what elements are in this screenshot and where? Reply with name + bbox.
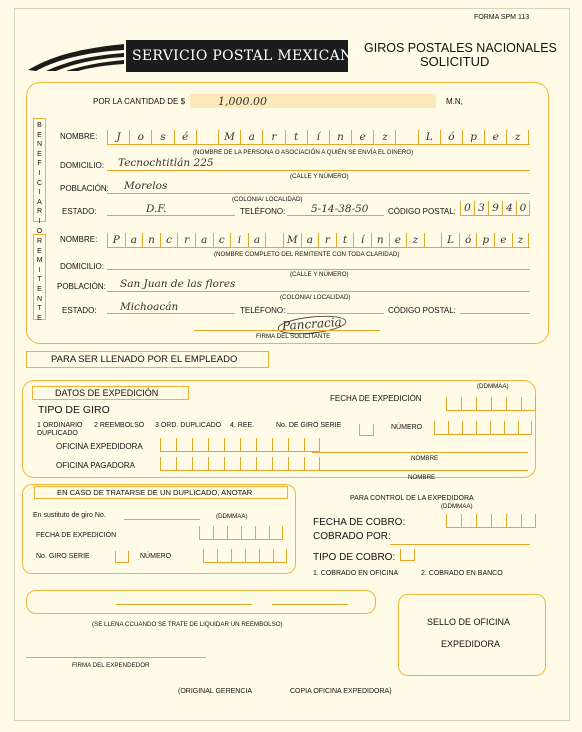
letter-box[interactable]: z: [512, 233, 530, 247]
side-letter: C: [36, 179, 43, 187]
side-letter: O: [36, 227, 43, 235]
letter-box[interactable]: ó: [459, 233, 477, 247]
side-letter: A: [37, 198, 42, 206]
letter-box[interactable]: ó: [440, 130, 462, 144]
letter-box[interactable]: z: [506, 130, 528, 144]
letter-box[interactable]: r: [262, 130, 284, 144]
side-letter: I: [38, 189, 41, 197]
letter-box[interactable]: t: [285, 130, 307, 144]
number-label: NÚMERO: [391, 424, 423, 431]
letter-box[interactable]: 4: [502, 201, 516, 215]
letter-box[interactable]: J: [107, 130, 129, 144]
sender-state-value[interactable]: Michoacán: [120, 301, 179, 313]
applicant-signature: Pancracia: [281, 314, 343, 334]
side-letter: T: [37, 276, 42, 284]
letter-box[interactable]: í: [307, 130, 329, 144]
series-label: No. DE GIRO SERIE: [276, 422, 342, 429]
side-letter: R: [36, 238, 43, 245]
sender-phone-label: TELÉFONO:: [240, 306, 286, 315]
sender-address-hint: (CALLE Y NÚMERO): [290, 271, 349, 278]
sender-address-label: DOMICILIO:: [60, 262, 105, 271]
beneficiary-state-label: ESTADO:: [62, 207, 97, 216]
gift-type-option-duplicate[interactable]: DUPLICADO: [37, 430, 78, 437]
pay-option-bank[interactable]: 2. COBRADO EN BANCO: [421, 570, 503, 577]
side-letter: I: [38, 169, 41, 177]
amount-value: 1,000.00: [218, 95, 267, 108]
signature-label: FIRMA DEL SOLICITANTE: [256, 333, 331, 340]
letter-box[interactable]: n: [142, 233, 160, 247]
side-letter: T: [37, 305, 42, 313]
beneficiary-phone-label: TELÉFONO:: [240, 207, 286, 216]
letter-box[interactable]: z: [373, 130, 395, 144]
logo-text: SERVICIO POSTAL MEXICANO: [132, 48, 365, 64]
side-letter: E: [37, 285, 42, 293]
control-ddmmaa: (DDMMAA): [441, 503, 473, 510]
gift-type-option-ordinary[interactable]: 1 ORDINARIO: [37, 422, 83, 429]
letter-box[interactable]: M: [283, 233, 301, 247]
beneficiary-address-hint: (CALLE Y NÚMERO): [290, 173, 349, 180]
side-letter: I: [38, 217, 41, 225]
side-letter: I: [38, 266, 41, 274]
letter-box[interactable]: a: [301, 233, 319, 247]
beneficiary-phone-value[interactable]: 5-14-38-50: [311, 203, 369, 215]
letter-box[interactable]: c: [213, 233, 231, 247]
footer-copy: COPIA OFICINA EXPEDIDORA): [290, 688, 392, 695]
letter-box[interactable]: 9: [488, 201, 502, 215]
office-exp-name-label: NOMBRE: [411, 455, 439, 462]
side-letter: B: [37, 122, 42, 129]
letter-box[interactable]: s: [151, 130, 173, 144]
letter-box[interactable]: a: [240, 130, 262, 144]
expedition-ddmmaa: (DDMMAA): [477, 383, 509, 390]
letter-box[interactable]: n: [329, 130, 351, 144]
letter-box[interactable]: p: [476, 233, 494, 247]
employee-banner-text: PARA SER LLENADO POR EL EMPLEADO: [51, 354, 238, 365]
letter-box[interactable]: é: [174, 130, 196, 144]
pay-option-office[interactable]: 1. COBRADO EN OFICINA: [313, 570, 399, 577]
duplicate-series-label: No. GIRO SERIE: [36, 553, 90, 560]
side-letter: M: [36, 257, 43, 265]
letter-box[interactable]: n: [371, 233, 389, 247]
letter-box[interactable]: i: [230, 233, 248, 247]
letter-box[interactable]: M: [218, 130, 240, 144]
beneficiary-city-hint: (COLONIA/ LOCALIDAD): [232, 196, 303, 203]
paid-by-label: COBRADO POR:: [313, 531, 391, 542]
sender-state-label: ESTADO:: [62, 306, 97, 315]
letter-box[interactable]: e: [494, 233, 512, 247]
stamp-line1: SELLO DE OFICINA: [427, 617, 511, 627]
letter-box[interactable]: t: [336, 233, 354, 247]
letter-box[interactable]: r: [318, 233, 336, 247]
letter-box[interactable]: e: [389, 233, 407, 247]
beneficiary-zip-label: CÓDIGO POSTAL:: [388, 207, 456, 216]
stamp-line2: EXPEDIDORA: [441, 639, 501, 649]
letter-box[interactable]: L: [418, 130, 440, 144]
paid-date-label: FECHA DE COBRO:: [313, 517, 406, 528]
issuer-signature-label: FIRMA DEL EXPENDEDOR: [72, 662, 150, 669]
currency-suffix: M.N,: [446, 97, 463, 106]
side-letter: N: [36, 295, 43, 303]
gift-type-title: TIPO DE GIRO: [38, 404, 110, 416]
side-letter: E: [37, 131, 42, 139]
letter-box[interactable]: e: [484, 130, 506, 144]
form-subtitle: SOLICITUD: [420, 54, 490, 69]
office-pay-label: OFICINA PAGADORA: [56, 461, 135, 470]
sender-city-value[interactable]: San Juan de las flores: [120, 278, 236, 290]
replace-label: En sustituto de giro No.: [33, 512, 106, 519]
office-pay-name-label: NOMBRE: [408, 474, 436, 481]
side-letter: R: [36, 208, 43, 216]
beneficiary-address-label: DOMICILIO:: [60, 161, 105, 170]
side-letter: E: [37, 150, 42, 158]
letter-box[interactable]: p: [462, 130, 484, 144]
page-edge: [14, 8, 570, 721]
letter-box[interactable]: 3: [474, 201, 488, 215]
letter-box[interactable]: L: [441, 233, 459, 247]
sender-name-hint: (NOMBRE COMPLETO DEL REMITENTE CON TODA CLARIDAD): [214, 251, 400, 258]
expedition-title: DATOS DE EXPEDICIÓN: [55, 388, 159, 398]
letter-box[interactable]: P: [107, 233, 125, 247]
letter-box[interactable]: a: [248, 233, 266, 247]
side-letter: N: [36, 141, 43, 149]
form-title: GIROS POSTALES NACIONALES: [364, 41, 557, 55]
letter-box[interactable]: c: [160, 233, 178, 247]
form-code: FORMA SPM 113: [474, 14, 530, 21]
letter-box[interactable]: e: [351, 130, 373, 144]
side-letter: E: [37, 314, 42, 322]
letter-box[interactable]: a: [195, 233, 213, 247]
duplicate-date-label: FECHA DE EXPEDICIÓN: [36, 532, 117, 539]
beneficiary-address-value[interactable]: Tecnochtitlán 225: [118, 157, 214, 169]
office-exp-label: OFICINA EXPEDIDORA: [56, 442, 143, 451]
letter-box[interactable]: r: [177, 233, 195, 247]
gift-type-option-refund[interactable]: 2 REEMBOLSO: [94, 422, 145, 429]
amount-label: POR LA CANTIDAD DE $: [93, 97, 186, 106]
duplicate-ddmmaa: (DDMMAA): [216, 513, 248, 520]
gift-type-option-ree[interactable]: 4. REE.: [230, 422, 255, 429]
pay-type-label: TIPO DE COBRO:: [313, 552, 396, 563]
letter-box[interactable]: o: [129, 130, 151, 144]
letter-box[interactable]: z: [406, 233, 424, 247]
sender-name-label: NOMBRE:: [60, 235, 98, 244]
beneficiary-state-value[interactable]: D.F.: [146, 203, 167, 215]
gift-type-option-ord-duplicate[interactable]: 3 ORD. DUPLICADO: [155, 422, 222, 429]
duplicate-title: EN CASO DE TRATARSE DE UN DUPLICADO, ANOTAR: [57, 488, 253, 497]
sender-city-label: POBLACIÓN:: [57, 282, 106, 291]
duplicate-number-label: NÚMERO: [140, 553, 172, 560]
beneficiary-name-hint: (NOMBRE DE LA PERSONA O ASOCIACIÓN A QUIÉN SE ENVÍA EL DINERO): [193, 149, 414, 156]
side-letter: F: [37, 160, 42, 168]
beneficiary-name-label: NOMBRE:: [60, 132, 98, 141]
letter-box[interactable]: 0: [516, 201, 530, 215]
letter-box[interactable]: 0: [460, 201, 474, 215]
beneficiary-city-label: POBLACIÓN:: [60, 184, 109, 193]
expedition-date-label: FECHA DE EXPEDICIÓN: [330, 394, 422, 403]
footer-original: (ORIGINAL GERENCIA: [178, 688, 253, 695]
letter-box[interactable]: í: [353, 233, 371, 247]
beneficiary-city-value[interactable]: Morelos: [124, 180, 168, 192]
sender-zip-label: CÓDIGO POSTAL:: [388, 306, 456, 315]
control-title: PARA CONTROL DE LA EXPEDIDORA: [350, 495, 474, 502]
refund-note: (SE LLENA CCUANDO SE TRATE DE LIQUIDAR UN REEMBOLSO): [92, 621, 283, 628]
side-letter: E: [37, 247, 42, 255]
sender-city-hint: (COLONIA/ LOCALIDAD): [280, 294, 351, 301]
letter-box[interactable]: a: [125, 233, 143, 247]
